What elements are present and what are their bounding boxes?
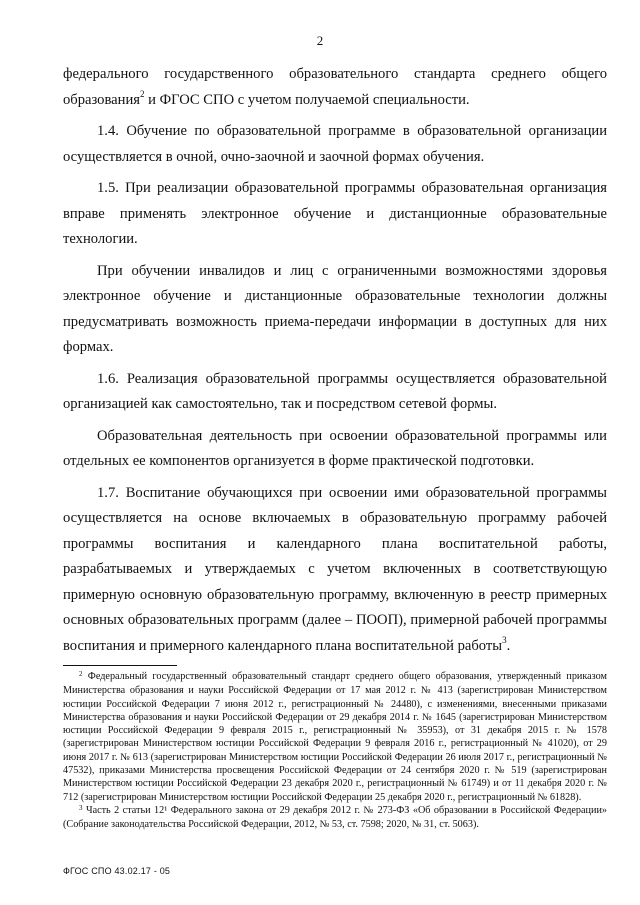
page-number: 2	[316, 33, 324, 48]
paragraph-1-6: 1.6. Реализация образовательной программы осуществляется образовательной организацией как самостоятельно, так и посредством сетевой формы.	[63, 370, 607, 412]
footnote-3: $^3$ Часть 2 статьи 12¹ Федерального закона от 29 декабря 2012 г. № 273-ФЗ «Об образовании в Российской Федерации» (Собрание законодательства Российской Федерации, 2012, № 53, ст. 7598; 2020, № 31, ст. 5063).	[63, 803, 607, 831]
document-footer: ФГОС СПО 43.02.17 - 05	[63, 866, 171, 876]
paragraph-disabilities: При обучении инвалидов и лиц с ограниченными возможностями здоровья электронное обучение и дистанционные образовательные технологии должны предусматривать возможность приема-передачи информации в доступных для них формах.	[63, 262, 607, 355]
footnote-separator	[63, 665, 177, 666]
footnote-ref-3: 3	[502, 634, 507, 645]
footnote-2: $^2$ Федеральный государственный образовательный стандарт среднего общего образования, утвержденный приказом Министерства образования и науки Российской Федерации от 17 мая 2012 г. № 413 (зарегистрирован Министерством юстиции Российской Федерации 7 июня 2012 г., регистрационный № 24480), с изменениями, внесенными приказами Министерства образования и науки Российской Федерации от 29 декабря 2014 г. № 1645 (зарегистрирован Министерством юстиции Российской Федерации 9 февраля 2015 г., регистрационный № 35953), от 31 декабря 2015 г. № 1578 (зарегистрирован Министерством юстиции Российской Федерации 9 февраля 2016 г., регистрационный № 41020), от 29 июня 2017 г. № 613 (зарегистрирован Министерством юстиции Российской Федерации 26 июля 2017 г., регистрационный № 47532), приказами Министерства просвещения Российской Федерации от 24 сентября 2020 г. № 519 (зарегистрирован Министерством юстиции Российской Федерации 23 декабря 2020 г., регистрационный № 61749) и от 11 декабря 2020 г. № 712 (зарегистрирован Министерством юстиции Российской Федерации 25 декабря 2020 г., регистрационный № 61828).	[63, 670, 607, 803]
footnotes	[63, 670, 607, 832]
paragraph-1-4: 1.4. Обучение по образовательной программе в образовательной организации осуществляется в очной, очно-заочной и заочной формах обучения.	[63, 123, 607, 165]
paragraph-1-5: 1.5. При реализации образовательной программы образовательная организация вправе применять электронное обучение и дистанционные образовательные технологии.	[63, 180, 607, 247]
footnote-ref-2: 2	[139, 88, 145, 99]
paragraph-1-7: 1.7. Воспитание обучающихся при освоении ими образовательной программы осуществляется на основе включаемых в образовательную программу рабочей программы воспитания и календарного плана воспитательной работы, разрабатываемых и утверждаемых с учетом включенных в соответствующую примерную основную образовательную программу, включенную в реестр примерных основных образовательных программ (далее – ПООП), примерной рабочей программы воспитания и примерного календарного плана воспитательной работы$^3$.	[63, 484, 607, 654]
paragraph-practical-training: Образовательная деятельность при освоении образовательной программы или отдельных ее компонентов организуется в форме практической подготовки.	[63, 427, 607, 469]
main-text	[63, 62, 607, 665]
paragraph-standard-continuation: федерального государственного образовательного стандарта среднего общего образования$^2$ и ФГОС СПО с учетом получаемой специальности.	[63, 66, 607, 108]
